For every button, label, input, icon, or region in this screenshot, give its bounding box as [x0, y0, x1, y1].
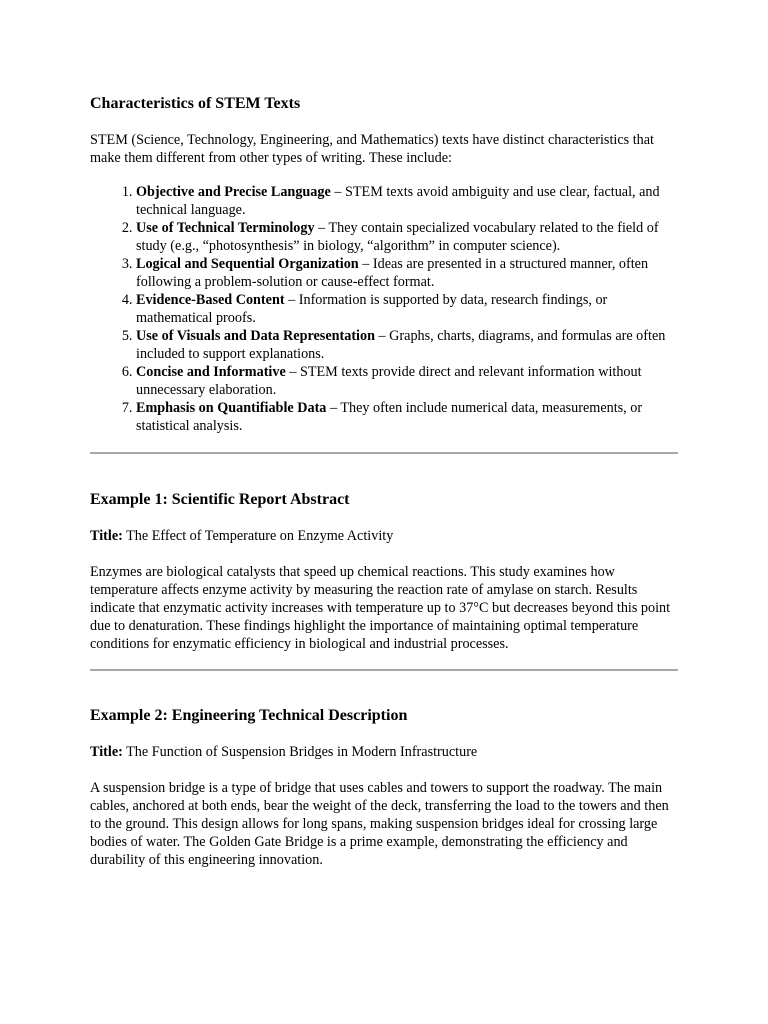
list-item-text: – STEM texts avoid ambiguity and use clear, factual, and technical language.	[136, 184, 660, 218]
section-heading: Characteristics of STEM Texts	[90, 95, 301, 112]
section-heading: Example 2: Engineering Technical Description	[90, 707, 408, 724]
list-item-term: Concise and Informative	[136, 364, 286, 380]
horizontal-divider	[90, 669, 678, 671]
characteristics-list	[90, 183, 678, 435]
section-characteristics	[90, 94, 678, 435]
example-title-line	[90, 527, 678, 545]
section-heading: Example 1: Scientific Report Abstract	[90, 491, 350, 508]
list-item-term: Objective and Precise Language	[136, 184, 331, 200]
list-item-term: Emphasis on Quantifiable Data	[136, 400, 327, 416]
list-item	[136, 255, 678, 291]
example-body-paragraph: Enzymes are biological catalysts that speed up chemical reactions. This study examines how temperature affects enzyme activity by measuring the reaction rate of amylase on starch. Results indicate that enzymatic activity increases with temperature up to 37°C but decreases beyond this point due to denaturation. These findings highlight the importance of maintaining optimal temperature conditions for enzymatic efficiency in biological and industrial processes.	[90, 564, 671, 652]
example-title-line	[90, 743, 678, 761]
list-item	[136, 327, 678, 363]
list-item-term: Use of Visuals and Data Representation	[136, 328, 375, 344]
list-item-text: – Ideas are presented in a structured manner, often following a problem-solution or cause-effect format.	[136, 256, 649, 290]
title-value: The Function of Suspension Bridges in Modern Infrastructure	[122, 744, 478, 760]
list-item	[136, 219, 678, 255]
section-example-1	[90, 490, 678, 653]
list-item-text: – Information is supported by data, research findings, or mathematical proofs.	[136, 292, 608, 326]
title-value: The Effect of Temperature on Enzyme Activity	[122, 528, 394, 544]
title-label: Title:	[90, 528, 123, 544]
list-item	[136, 399, 678, 435]
section-example-2	[90, 706, 678, 869]
list-item-term: Use of Technical Terminology	[136, 220, 315, 236]
list-item-text: – They often include numerical data, measurements, or statistical analysis.	[136, 400, 643, 434]
list-item	[136, 363, 678, 399]
list-item	[136, 291, 678, 327]
list-item-text: – Graphs, charts, diagrams, and formulas are often included to support explanations.	[136, 328, 666, 362]
list-item-term: Logical and Sequential Organization	[136, 256, 359, 272]
title-label: Title:	[90, 744, 123, 760]
list-item-text: – STEM texts provide direct and relevant information without unnecessary elaboration.	[136, 364, 642, 398]
example-body-paragraph: A suspension bridge is a type of bridge that uses cables and towers to support the roadway. The main cables, anchored at both ends, bear the weight of the deck, transferring the load to the towers and then to the ground. This design allows for long spans, making suspension bridges ideal for crossing large bodies of water. The Golden Gate Bridge is a prime example, demonstrating the efficiency and durability of this engineering innovation.	[90, 780, 669, 868]
list-item-text: – They contain specialized vocabulary related to the field of study (e.g., “photosynthesis” in biology, “algorithm” in computer science).	[136, 220, 659, 254]
list-item-term: Evidence-Based Content	[136, 292, 285, 308]
intro-paragraph: STEM (Science, Technology, Engineering, and Mathematics) texts have distinct characteristics that make them different from other types of writing. These include:	[90, 132, 654, 166]
horizontal-divider	[90, 452, 678, 454]
list-item	[136, 183, 678, 219]
